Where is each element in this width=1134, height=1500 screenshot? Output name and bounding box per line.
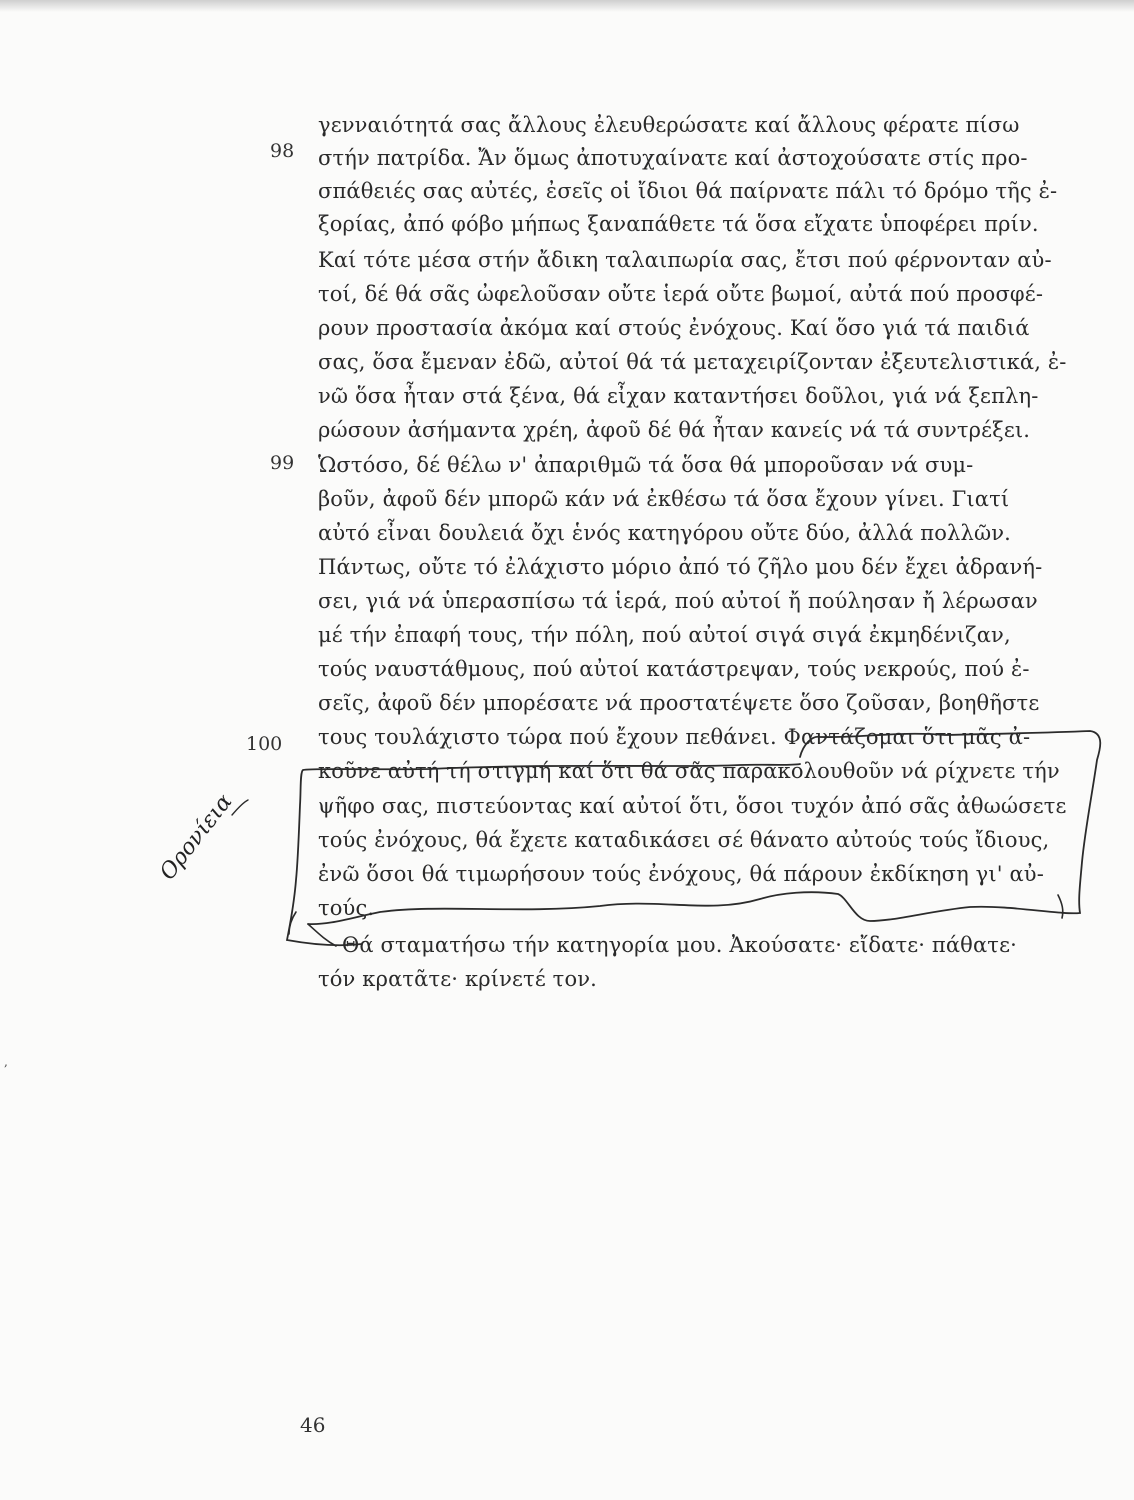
scan-speck: ,	[4, 1055, 8, 1069]
text-line: γενναιότητά σας ἄλλους ἐλευθερώσατε καί ἄλλους φέρατε πίσω	[318, 113, 1020, 137]
handwritten-margin-note: Ορονίεια	[155, 789, 238, 885]
text-line: Ὡστόσο, δέ θέλω ν' ἀπαριθμῶ τά ὅσα θά μποροῦσαν νά συμ-	[318, 453, 974, 477]
text-line: τοί, δέ θά σᾶς ὠφελοῦσαν οὔτε ἱερά οὔτε βωμοί, αὐτά πού προσφέ-	[318, 282, 1044, 306]
text-line: ξορίας, ἀπό φόβο μήπως ξαναπάθετε τά ὅσα εἴχατε ὑποφέρει πρίν.	[318, 212, 1039, 236]
page-number: 46	[300, 1413, 326, 1437]
text-line: σει, γιά νά ὑπερασπίσω τά ἱερά, πού αὐτοί ἤ πούλησαν ἤ λέρωσαν	[318, 589, 1038, 613]
margin-number: 99	[270, 452, 295, 474]
text-line: Καί τότε μέσα στήν ἄδικη ταλαιπωρία σας, ἔτσι πού φέρνονταν αὐ-	[318, 248, 1052, 272]
text-line: Θά σταματήσω τήν κατηγορία μου. Ἀκούσατε· εἴδατε· πάθατε·	[342, 933, 1017, 957]
text-line: τους τουλάχιστο τώρα πού ἔχουν πεθάνει. Φαντάζομαι ὅτι μᾶς ἀ-	[318, 725, 1031, 749]
margin-number: 98	[270, 140, 295, 162]
text-line: τόν κρατᾶτε· κρίνετέ τον.	[318, 967, 597, 991]
text-line: Πάντως, οὔτε τό ἐλάχιστο μόριο ἀπό τό ζῆλο μου δέν ἔχει ἀδρανή-	[318, 555, 1043, 579]
text-line: ἐνῶ ὅσοι θά τιμωρήσουν τούς ἐνόχους, θά πάρουν ἐκδίκηση γι' αὐ-	[318, 862, 1044, 886]
text-line: τούς.	[318, 896, 375, 920]
text-line: ψῆφο σας, πιστεύοντας καί αὐτοί ὅτι, ὅσοι τυχόν ἀπό σᾶς ἀθωώσετε	[318, 794, 1067, 818]
text-line: στήν πατρίδα. Ἄν ὅμως ἀποτυχαίνατε καί ἀστοχούσατε στίς προ-	[318, 146, 1028, 170]
text-line: τούς ἐνόχους, θά ἔχετε καταδικάσει σέ θάνατο αὐτούς τούς ἴδιους,	[318, 828, 1050, 852]
text-line: ρουν προστασία ἀκόμα καί στούς ἐνόχους. Καί ὅσο γιά τά παιδιά	[318, 316, 1030, 340]
text-line: σας, ὅσα ἔμεναν ἐδῶ, αὐτοί θά τά μεταχειρίζονταν ἐξευτελιστικά, ἐ-	[318, 350, 1067, 374]
text-line: νῶ ὅσα ἦταν στά ξένα, θά εἶχαν καταντήσει δοῦλοι, γιά νά ξεπλη-	[318, 384, 1039, 408]
text-line: βοῦν, ἀφοῦ δέν μπορῶ κάν νά ἐκθέσω τά ὅσα ἔχουν γίνει. Γιατί	[318, 487, 1010, 511]
scan-edge-shadow	[0, 0, 1134, 12]
text-line: κοῦνε αὐτή τή στιγμή καί ὅτι θά σᾶς παρακολουθοῦν νά ρίχνετε τήν	[318, 759, 1060, 783]
text-line: τούς ναυστάθμους, πού αὐτοί κατάστρεψαν, τούς νεκρούς, πού ἐ-	[318, 657, 1030, 681]
text-line: αὐτό εἶναι δουλειά ὄχι ἑνός κατηγόρου οὔτε δύο, ἀλλά πολλῶν.	[318, 521, 1011, 545]
text-line: μέ τήν ἐπαφή τους, τήν πόλη, πού αὐτοί σιγά σιγά ἐκμηδένιζαν,	[318, 623, 1011, 647]
text-line: ρώσουν ἀσήμαντα χρέη, ἀφοῦ δέ θά ἦταν κανείς νά τά συντρέξει.	[318, 418, 1031, 442]
margin-number: 100	[246, 733, 283, 755]
text-line: σπάθειές σας αὐτές, ἐσεῖς οἱ ἴδιοι θά παίρνατε πάλι τό δρόμο τῆς ἐ-	[318, 179, 1058, 203]
text-line: σεῖς, ἀφοῦ δέν μπορέσατε νά προστατέψετε ὅσο ζοῦσαν, βοηθῆστε	[318, 691, 1040, 715]
